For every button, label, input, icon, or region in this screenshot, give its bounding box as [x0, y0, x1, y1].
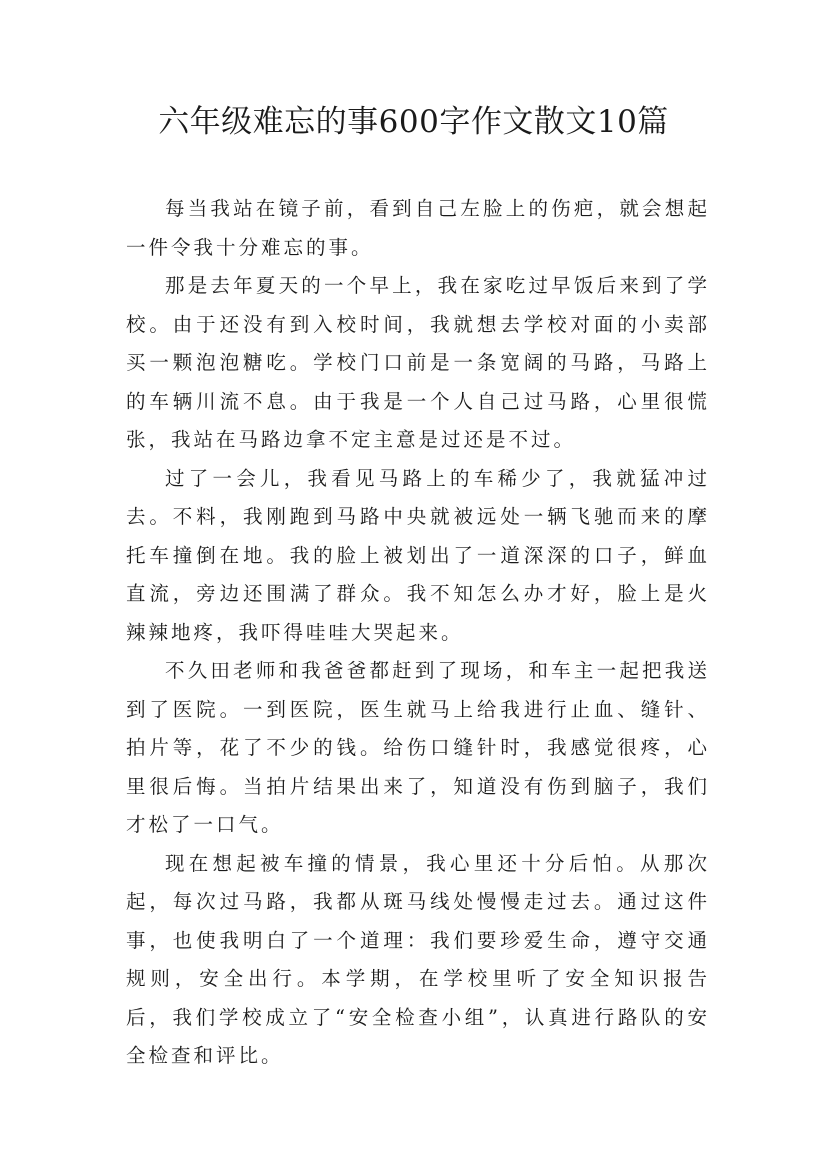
- paragraph: 每当我站在镜子前，看到自己左脸上的伤疤，就会想起一件令我十分难忘的事。: [126, 197, 710, 259]
- document-body: [126, 190, 710, 1076]
- paragraph: 过了一会儿，我看见马路上的车稀少了，我就猛冲过去。不料，我刚跑到马路中央就被远处一辆飞驰而来的摩托车撞倒在地。我的脸上被划出了一道深深的口子，鲜血直流，旁边还围满了群众。我不知怎么办才好，脸上是火辣辣地疼，我吓得哇哇大哭起来。: [126, 466, 710, 644]
- paragraph: 不久田老师和我爸爸都赶到了现场，和车主一起把我送到了医院。一到医院，医生就马上给我进行止血、缝针、拍片等，花了不少的钱。给伤口缝针时，我感觉很疼，心里很后悔。当拍片结果出来了，知道没有伤到脑子，我们才松了一口气。: [126, 659, 710, 836]
- paragraph: 现在想起被车撞的情景，我心里还十分后怕。从那次起，每次过马路，我都从斑马线处慢慢走过去。通过这件事，也使我明白了一个道理：我们要珍爱生命，遵守交通规则，安全出行。本学期，在学校里听了安全知识报告后，我们学校成立了“安全检查小组”，认真进行路队的安全检查和评比。: [126, 851, 710, 1067]
- paragraph: 那是去年夏天的一个早上，我在家吃过早饭后来到了学校。由于还没有到入校时间，我就想去学校对面的小卖部买一颗泡泡糖吃。学校门口前是一条宽阔的马路，马路上的车辆川流不息。由于我是一个人自己过马路，心里很慌张，我站在马路边拿不定主意是过还是不过。: [126, 274, 710, 451]
- document-title: 六年级难忘的事600字作文散文10篇: [158, 104, 669, 140]
